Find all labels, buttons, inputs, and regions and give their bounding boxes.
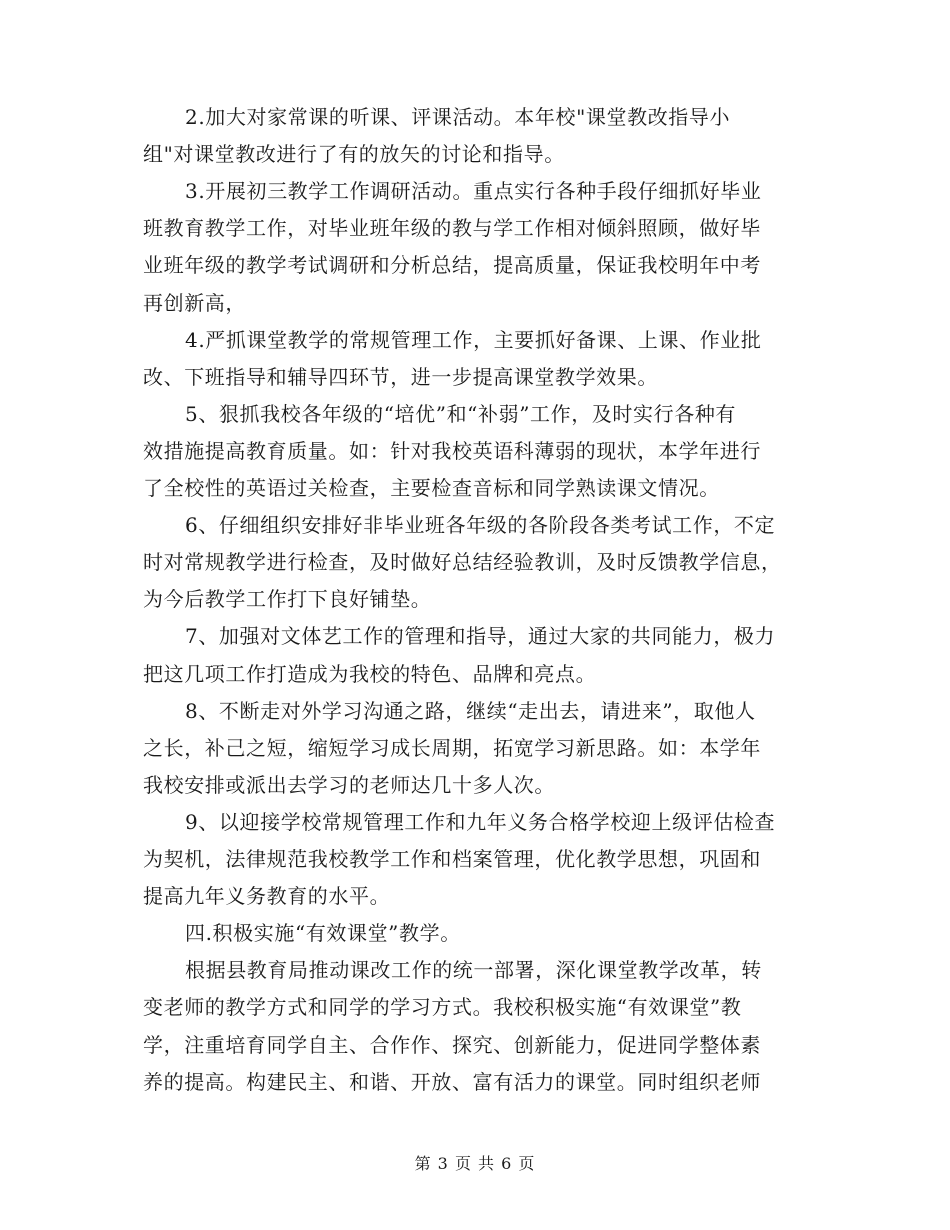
text-line: 4.严抓课堂教学的常规管理工作，主要抓好备课、上课、作业批: [185, 327, 762, 352]
text-line: 5、狠抓我校各年级的“培优”和“补弱”工作，及时实行各种有: [185, 401, 737, 426]
text-line: 效措施提高教育质量。如：针对我校英语科薄弱的现状，本学年进行: [143, 438, 761, 463]
text-line: 9、以迎接学校常规管理工作和九年义务合格学校迎上级评估检查: [185, 809, 776, 834]
text-line: 7、加强对文体艺工作的管理和指导，通过大家的共同能力，极力: [185, 624, 776, 649]
text-line: 再创新高，: [143, 290, 246, 315]
text-line: 8、不断走对外学习沟通之路，继续“走出去，请进来”，取他人: [185, 698, 756, 723]
text-line: 班教育教学工作，对毕业班年级的教与学工作相对倾斜照顾，做好毕: [143, 216, 761, 241]
text-line: 把这几项工作打造成为我校的特色、品牌和亮点。: [143, 661, 597, 686]
text-line: 改、下班指导和辅导四环节，进一步提高课堂教学效果。: [143, 364, 658, 389]
text-line: 3.开展初三教学工作调研活动。重点实行各种手段仔细抓好毕业: [185, 179, 762, 204]
text-line: 养的提高。构建民主、和谐、开放、富有活力的课堂。同时组织老师: [143, 1069, 761, 1094]
text-line: 为今后教学工作打下良好铺垫。: [143, 587, 432, 612]
text-line: 6、仔细组织安排好非毕业班各年级的各阶段各类考试工作，不定: [185, 513, 776, 538]
page-number-footer: 第 3 页 共 6 页: [414, 1154, 536, 1173]
text-line: 我校安排或派出去学习的老师达几十多人次。: [143, 772, 555, 797]
text-line: 学，注重培育同学自主、合作作、探究、创新能力，促进同学整体素: [143, 1032, 761, 1057]
text-line: 之长，补己之短，缩短学习成长周期，拓宽学习新思路。如：本学年: [143, 735, 761, 760]
text-line: 为契机，法律规范我校教学工作和档案管理，优化教学思想，巩固和: [143, 847, 761, 871]
text-line: 了全校性的英语过关检查，主要检查音标和同学熟读课文情况。: [143, 476, 720, 500]
text-line: 业班年级的教学考试调研和分析总结，提高质量，保证我校明年中考: [143, 253, 761, 278]
text-line: 变老师的教学方式和同学的学习方式。我校积极实施“有效课堂”教: [143, 995, 742, 1020]
text-line: 提高九年义务教育的水平。: [143, 884, 391, 909]
text-line: 四.积极实施“有效课堂”教学。: [185, 921, 461, 946]
text-line: 根据县教育局推动课改工作的统一部署，深化课堂教学改革，转: [185, 958, 762, 983]
text-line: 组"对课堂教改进行了有的放矢的讨论和指导。: [143, 142, 565, 167]
text-line: 2.加大对家常课的听课、评课活动。本年校"课堂教改指导小: [185, 105, 731, 129]
text-line: 时对常规教学进行检查，及时做好总结经验教训，及时反馈教学信息，: [143, 550, 782, 575]
